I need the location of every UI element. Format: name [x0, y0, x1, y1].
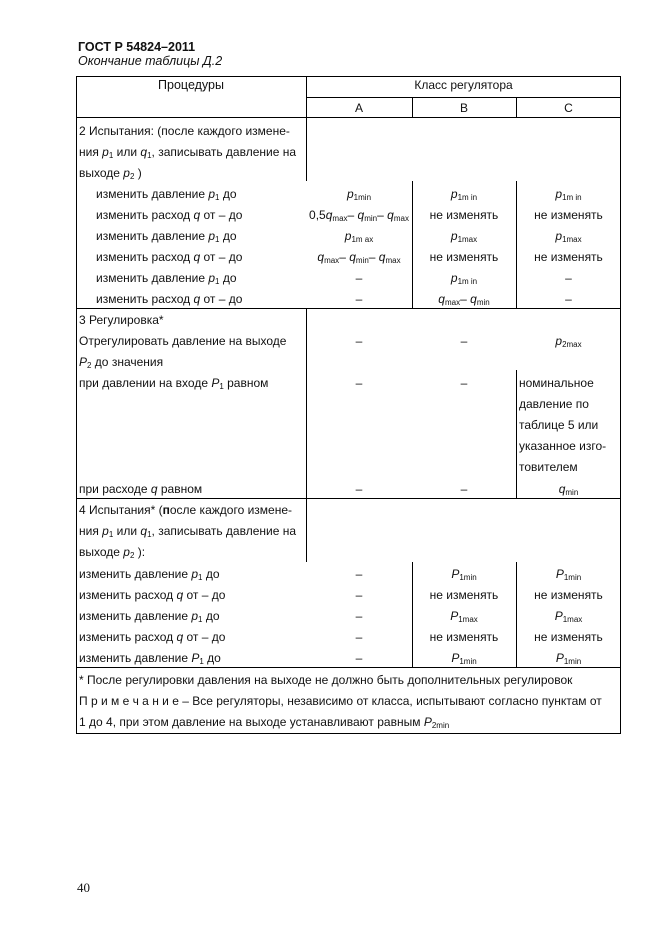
table-row: изменить расход q от – до: [96, 250, 243, 264]
table-cell: $q_{max}-$ $q_{min}$: [438, 292, 490, 307]
column-divider: [306, 117, 307, 181]
section-4-title-line-3: выходе $p_2$ ):: [79, 545, 146, 560]
section-2-title-line-3: выходе $p_2$ ): [79, 166, 142, 181]
note: П р и м е ч а н и е – Все регуляторы, независимо от класса, испытывают согласно пунктам от: [79, 694, 602, 708]
table-cell: не изменять: [429, 588, 499, 602]
column-header-class-a: А: [354, 101, 363, 115]
column-header-procedures: Процедуры: [158, 78, 224, 92]
table-cell: $P_{1max}$: [450, 609, 478, 624]
table-cell: $q_{min}$: [558, 482, 579, 497]
table-cell: не изменять: [429, 630, 499, 644]
table-cell: товителем: [519, 460, 578, 474]
table-row: изменить расход q от – до: [79, 630, 226, 644]
table-cell: $p_{1min}$: [346, 187, 372, 202]
table-cell: $P_{1max}$: [554, 609, 583, 624]
table-cell: –: [355, 609, 363, 623]
table-cell: $0,5q_{max}-$ $q_{min}-$ $q_{max}$: [309, 208, 409, 223]
table-cell: $p_{1m in}$: [450, 187, 478, 202]
table-row: изменить расход q от – до: [79, 588, 226, 602]
section-2-title-line-2: ния $p_1$ или $q_1$, записывать давление на: [79, 145, 297, 160]
table-row: при расходе q равном: [79, 482, 203, 496]
table-cell: не изменять: [534, 250, 603, 264]
note-line-2: 1 до 4, при этом давление на выходе устанавливают равным $P_{2min}$: [79, 715, 450, 730]
table-row: изменить давление $p_1$ до: [96, 271, 237, 286]
table-cell: не изменять: [534, 588, 603, 602]
table-cell: –: [460, 334, 468, 348]
column-header-class-b: В: [459, 101, 468, 115]
table-cell: –: [355, 334, 363, 348]
table-cell: $P_{1min}$: [451, 651, 477, 666]
table-cell: не изменять: [429, 208, 499, 222]
table-row: изменить расход q от – до: [96, 208, 243, 222]
section-4-title-line-2: ния $p_1$ или $q_1$, записывать давление на: [79, 524, 297, 539]
table-cell: –: [565, 292, 572, 306]
table-cell: $P_{1min}$: [555, 567, 582, 582]
table-cell: –: [355, 482, 363, 496]
table-cell: $p_{2max}$: [555, 334, 582, 349]
table-cell: –: [355, 651, 363, 665]
table-cell: не изменять: [534, 630, 603, 644]
section-3-title: 3 Регулировка*: [79, 313, 164, 327]
table-cell: $p_{1max}$: [555, 229, 582, 244]
footnote: * После регулировки давления на выходе не должно быть дополнительных регулировок: [79, 673, 573, 687]
table-cell: $p_{1m in}$: [555, 187, 582, 202]
table-row: при давлении на входе $P_1$ равном: [79, 376, 269, 391]
table-row: изменить давление $p_1$ до: [96, 229, 237, 244]
table-cell: $p_{1max}$: [450, 229, 478, 244]
header-divider: [306, 97, 621, 98]
table-cell: –: [355, 271, 363, 285]
section-divider: [76, 667, 621, 668]
table-cell: $p_{1m in}$: [450, 271, 478, 286]
table-continuation-caption: Окончание таблицы Д.2: [78, 54, 223, 68]
table-cell: –: [355, 567, 363, 581]
table-row: изменить давление $P_1$ до: [79, 651, 221, 666]
table-cell: не изменять: [429, 250, 499, 264]
table-cell: таблице 5 или: [519, 418, 599, 432]
table-row: изменить давление $p_1$ до: [96, 187, 237, 202]
table-cell: номинальное: [519, 376, 594, 390]
table-cell: не изменять: [534, 208, 603, 222]
section-4-title: 4 Испытания* (после каждого измене-: [79, 503, 292, 517]
column-header-regulator-class: Класс регулятора: [414, 78, 513, 92]
table-cell: –: [460, 376, 468, 390]
column-divider: [306, 498, 307, 562]
table-cell: $p_{1m ax}$: [344, 229, 374, 244]
standard-number: ГОСТ Р 54824–2011: [78, 40, 196, 54]
table-row: изменить расход q от – до: [96, 292, 243, 306]
page-number: 40: [77, 880, 90, 895]
table-cell: –: [355, 588, 363, 602]
section-divider: [76, 498, 621, 499]
table-cell: –: [355, 630, 363, 644]
table-row: изменить давление $p_1$ до: [79, 567, 220, 582]
table-cell: $P_{1min}$: [555, 651, 582, 666]
table-cell: $P_{1min}$: [451, 567, 477, 582]
table-cell: –: [460, 482, 468, 496]
table-row: Отрегулировать давление на выходе: [79, 334, 287, 348]
section-divider: [76, 117, 621, 118]
section-divider: [76, 308, 621, 309]
column-header-class-c: С: [564, 101, 573, 115]
table-cell: $q_{max}-$ $q_{min}-$ $q_{max}$: [317, 250, 401, 265]
section-2-title: 2 Испытания: (после каждого измене-: [79, 124, 290, 138]
table-cell: указанное изго-: [519, 439, 607, 453]
table-cell: –: [355, 376, 363, 390]
table-cell: –: [565, 271, 572, 285]
column-divider: [516, 370, 517, 498]
table-cell: –: [355, 292, 363, 306]
table-row: $P_2$ до значения: [79, 355, 164, 370]
table-cell: давление по: [519, 397, 589, 411]
table-row: изменить давление $p_1$ до: [79, 609, 220, 624]
